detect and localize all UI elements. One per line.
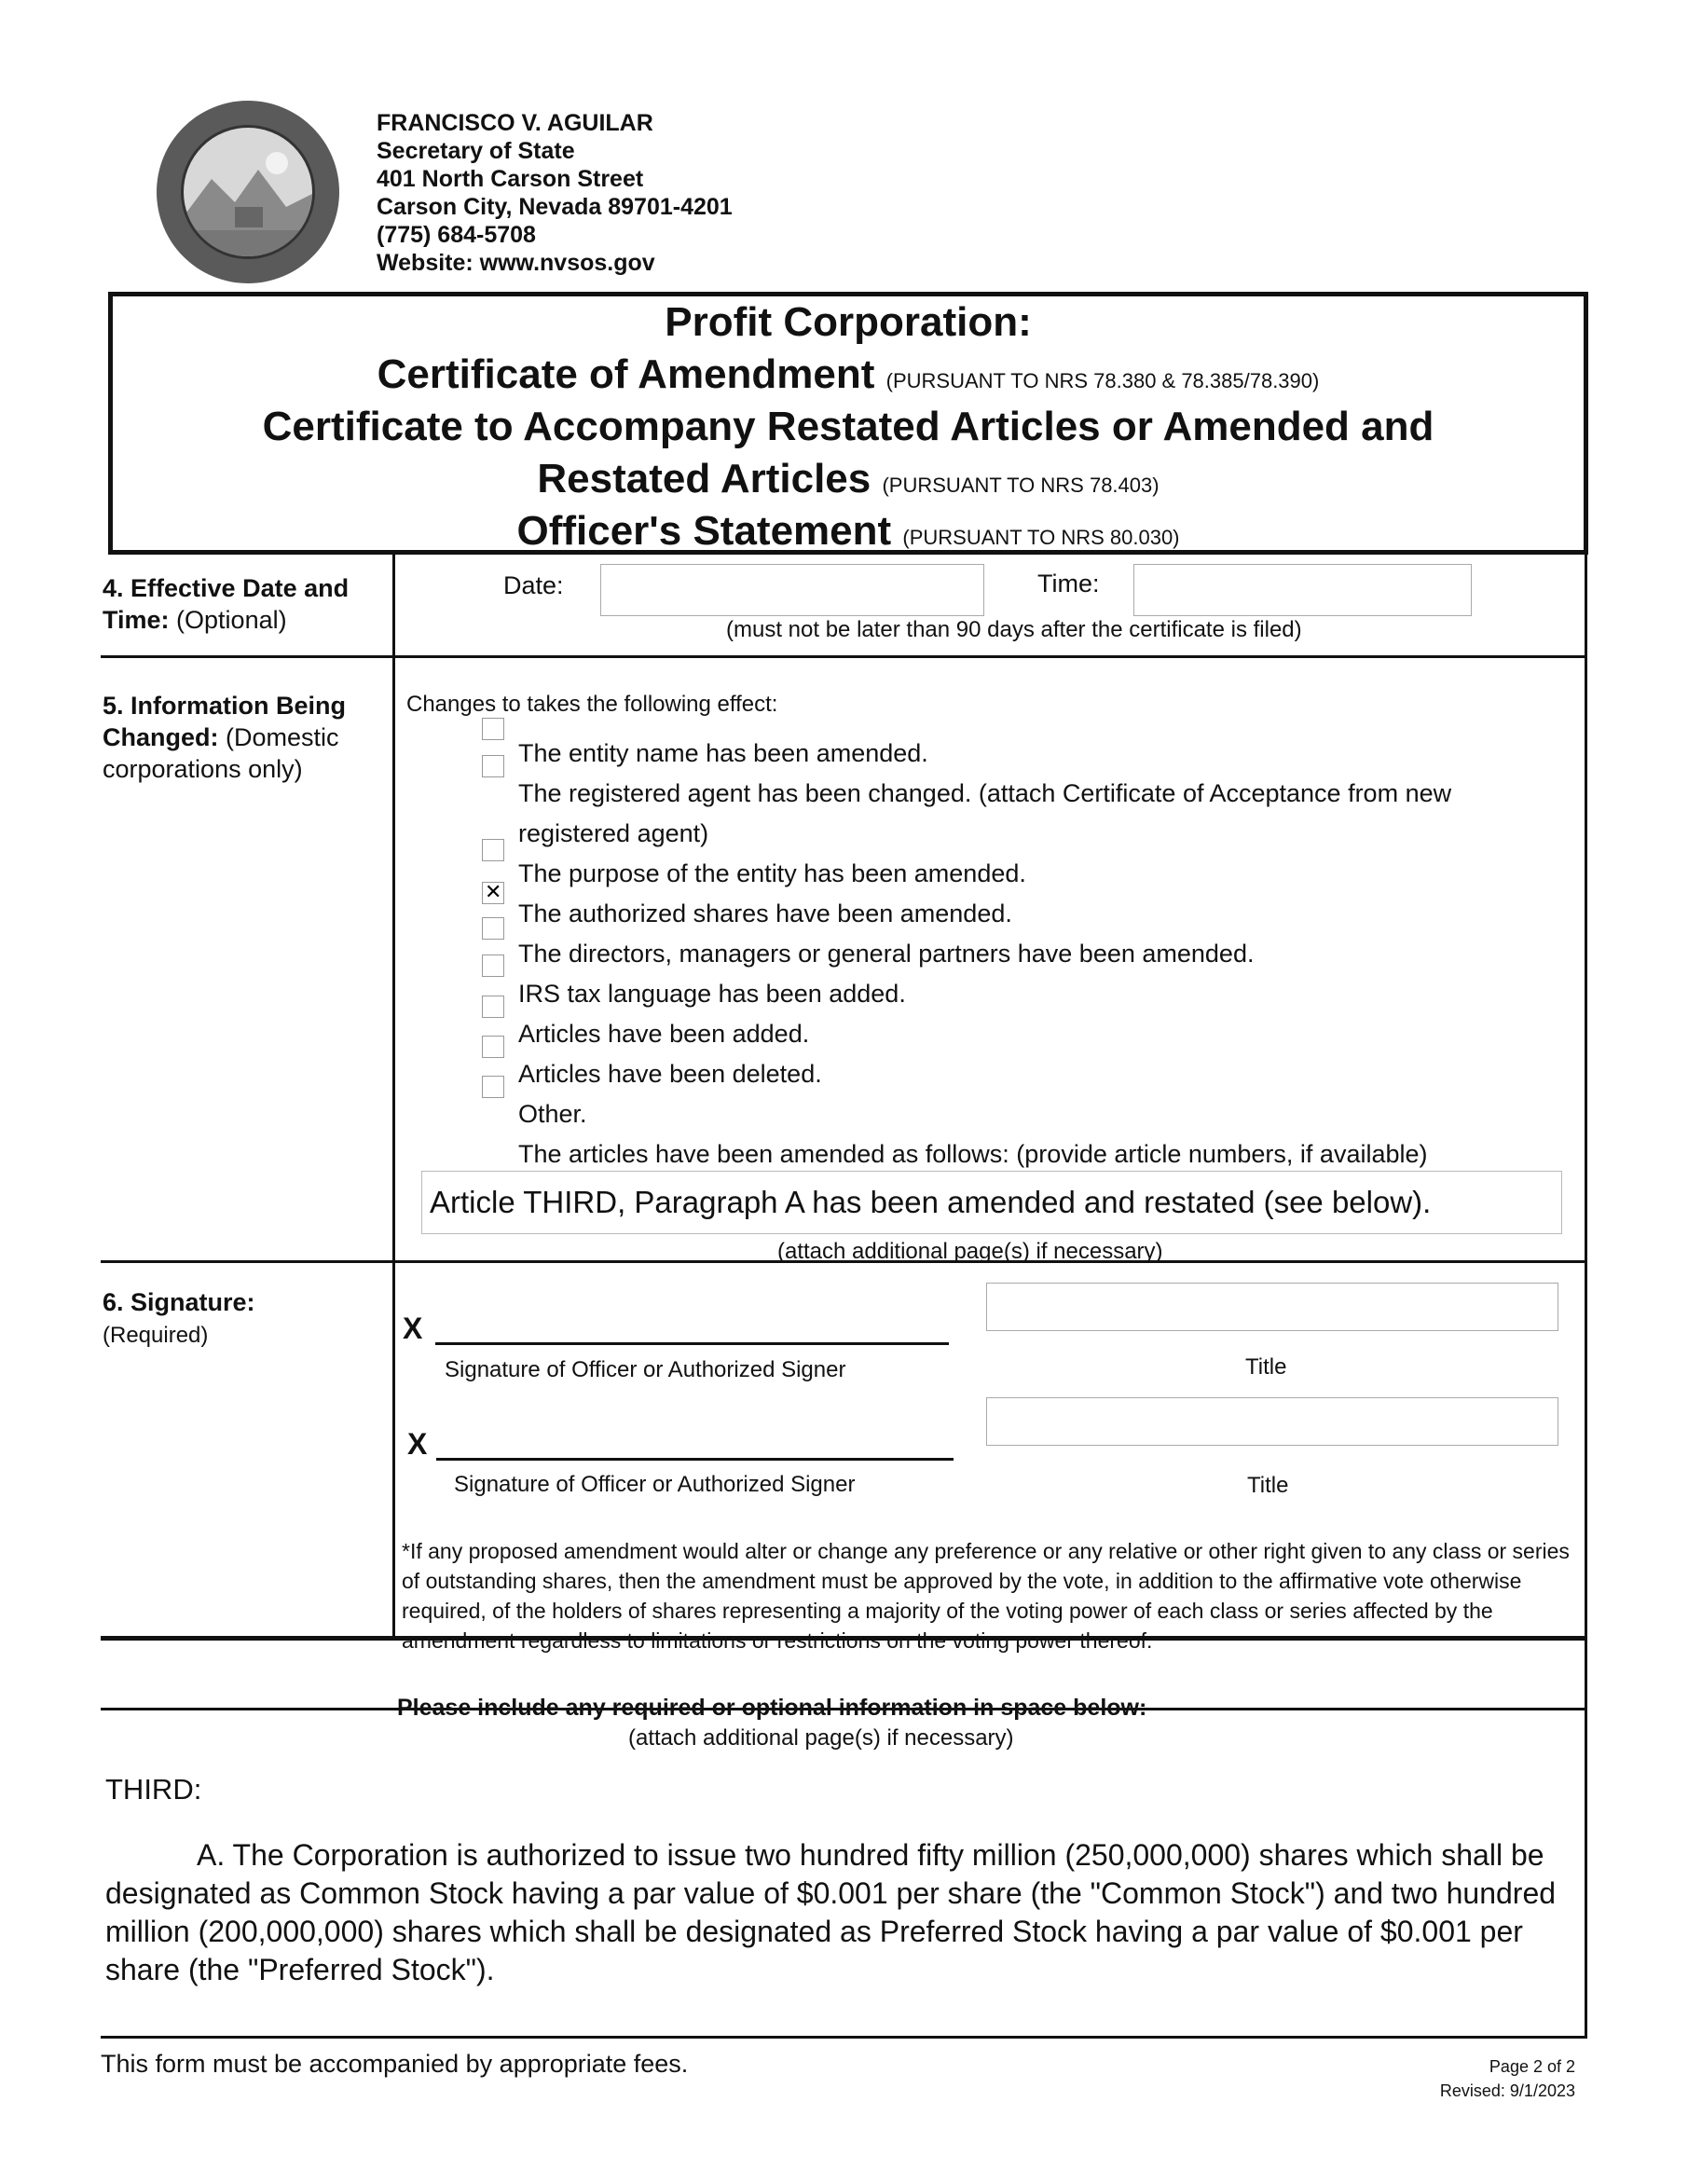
article-title: THIRD: xyxy=(105,1773,202,1806)
title-profit-corporation: Profit Corporation: xyxy=(665,299,1032,345)
state-seal xyxy=(157,101,339,283)
option-entity-name: The entity name has been amended. xyxy=(518,739,928,767)
title-box xyxy=(108,292,1588,555)
title-input-1[interactable] xyxy=(986,1283,1558,1331)
option-other: Other. xyxy=(518,1100,587,1128)
checkbox-irs-tax[interactable] xyxy=(482,996,504,1018)
date-time-note: (must not be later than 90 days after the certificate is filed) xyxy=(726,617,1302,642)
checkbox-authorized-shares[interactable] xyxy=(482,917,504,940)
option-articles-deleted: Articles have been deleted. xyxy=(518,1060,822,1088)
column-divider xyxy=(392,555,395,1636)
website: Website: www.nvsos.gov xyxy=(377,250,655,276)
amended-textbox[interactable] xyxy=(421,1171,1562,1234)
option-authorized-shares: The authorized shares have been amended. xyxy=(518,900,1012,927)
footer-revised: Revised: 9/1/2023 xyxy=(1439,2081,1575,2100)
signature-caption-1: Signature of Officer or Authorized Signer xyxy=(445,1357,846,1382)
option-articles-added: Articles have been added. xyxy=(518,1020,810,1048)
title-restated-articles: Certificate to Accompany Restated Articles or Amended and xyxy=(262,404,1434,449)
checkbox-articles-added[interactable] xyxy=(482,1036,504,1058)
option-irs-tax: IRS tax language has been added. xyxy=(518,980,906,1008)
checkbox-extra[interactable] xyxy=(482,718,504,740)
article-text: A. The Corporation is authorized to issue two hundred fifty million (250,000,000) shares which shall be designated as Common Stock having a par value of $0.001 per share (the "Common Stock") and two hundred million (200,000,000) shares which shall be designated as Preferred Stock having a par value of $0.001 per share (the "Preferred Stock"). xyxy=(105,1838,1557,1986)
title-input-2[interactable] xyxy=(986,1397,1558,1446)
title-caption-1: Title xyxy=(1245,1354,1287,1380)
amended-value: Article THIRD, Paragraph A has been amended and restated (see below). xyxy=(430,1185,1432,1219)
checkbox-registered-agent[interactable] xyxy=(482,839,504,861)
seal-center xyxy=(181,125,315,259)
section6-label: 6. Signature: (Required) xyxy=(103,1288,255,1348)
footer-fees: This form must be accompanied by appropriate fees. xyxy=(101,2050,689,2078)
secretary-title: Secretary of State xyxy=(377,138,575,164)
time-input[interactable] xyxy=(1133,564,1472,616)
title-caption-2: Title xyxy=(1247,1473,1289,1498)
checkbox-entity-name[interactable] xyxy=(482,755,504,777)
checkbox-directors[interactable] xyxy=(482,955,504,977)
address-city: Carson City, Nevada 89701-4201 xyxy=(377,194,733,220)
section4-label: 4. Effective Date and Time: (Optional) xyxy=(103,574,350,634)
extra-heading: Please include any required or optional information in space below: xyxy=(397,1695,1147,1721)
attach-note-5: (attach additional page(s) if necessary) xyxy=(777,1239,1163,1264)
option-directors: The directors, managers or general partners have been amended. xyxy=(518,940,1255,968)
secretary-name: FRANCISCO V. AGUILAR xyxy=(377,110,653,136)
amended-label: The articles have been amended as follows: (provide article numbers, if available) xyxy=(518,1140,1428,1168)
title-certificate-of-amendment: Certificate of Amendment (PURSUANT TO NRS 78.380 & 78.385/78.390) xyxy=(377,351,1320,397)
section5-label: 5. Information Being Changed: (Domestic corporations only) xyxy=(103,692,347,783)
right-border xyxy=(1585,555,1587,2037)
time-label: Time: xyxy=(1037,570,1100,598)
seal-landscape-icon xyxy=(184,128,314,258)
row-divider-4 xyxy=(101,655,1587,658)
bottom-border xyxy=(101,2036,1587,2039)
footer-page: Page 2 of 2 xyxy=(1489,2057,1575,2076)
title-restated-articles-2: Restated Articles (PURSUANT TO NRS 78.403) xyxy=(537,456,1160,501)
signature-line-2[interactable] xyxy=(436,1458,954,1461)
signature-x-2: X xyxy=(407,1427,428,1461)
checkbox-purpose[interactable] xyxy=(482,882,504,904)
signature-caption-2: Signature of Officer or Authorized Signer xyxy=(454,1472,856,1497)
extra-attach-note: (attach additional page(s) if necessary) xyxy=(628,1725,1014,1751)
signature-line-1[interactable] xyxy=(435,1342,949,1345)
voting-footnote: *If any proposed amendment would alter or change any preference or any relative or other right given to any class or series of outstanding shares, then the amendment must be approved by the vote, in addition to the affirmative vote otherwise required, of the holders of shares representing a majority of the voting power of each class or series affected by the amendment regardless to limitations or restrictions on the voting power thereof. xyxy=(402,1539,1570,1653)
title-officers-statement: Officer's Statement (PURSUANT TO NRS 80.030) xyxy=(516,508,1180,554)
date-label: Date: xyxy=(503,571,564,599)
changes-intro: Changes to takes the following effect: xyxy=(406,692,778,717)
option-purpose: The purpose of the entity has been amended. xyxy=(518,859,1026,887)
option-registered-agent: The registered agent has been changed. (attach Certificate of Acceptance from new xyxy=(518,779,1452,807)
phone: (775) 684-5708 xyxy=(377,222,536,248)
checkbox-articles-deleted[interactable] xyxy=(482,1076,504,1098)
date-input[interactable] xyxy=(600,564,984,616)
option-registered-agent-2: registered agent) xyxy=(518,819,709,847)
address-street: 401 North Carson Street xyxy=(377,166,644,192)
signature-x-1: X xyxy=(403,1312,423,1345)
